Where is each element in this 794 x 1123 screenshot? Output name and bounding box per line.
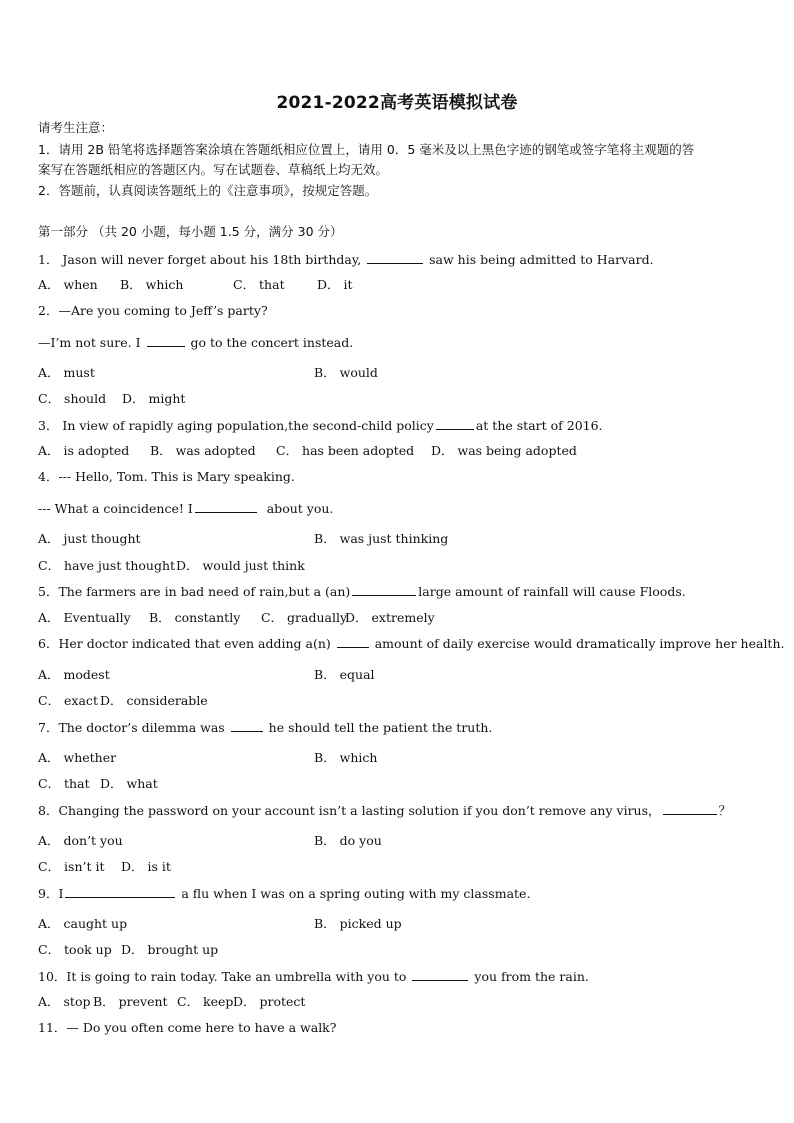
option-c: C． should — [38, 391, 107, 406]
option-c: C． gradually — [261, 610, 348, 625]
option-c: C． took up — [38, 942, 112, 957]
question-10-stem-b: you from the rain. — [470, 969, 589, 984]
question-2-reply — [38, 334, 353, 351]
option-a: A． when — [38, 277, 98, 292]
page-title: 2021-2022高考英语模拟试卷 — [276, 93, 518, 113]
option-d: D． might — [122, 391, 186, 406]
option-b: B． do you — [314, 833, 382, 848]
option-c: C． exact — [38, 693, 98, 708]
question-7-options-cd — [38, 776, 158, 792]
option-a: A． Eventually — [38, 610, 131, 625]
notice-line-2: 案写在答题纸相应的答题区内。写在试题卷、草稿纸上均无效。 — [38, 162, 389, 177]
option-b: B． prevent — [93, 994, 168, 1009]
answer-blank — [352, 583, 416, 596]
option-c: C． has been adopted — [276, 443, 415, 458]
section-heading: 第一部分 （共 20 小题，每小题 1.5 分，满分 30 分） — [38, 224, 343, 239]
option-a: A． caught up — [38, 916, 128, 931]
option-c: C． that — [233, 277, 285, 292]
option-a: A． stop — [38, 994, 91, 1009]
option-c: C． that — [38, 776, 90, 791]
question-4-reply-a: --- What a coincidence! I — [38, 501, 193, 516]
option-a: A． whether — [38, 750, 117, 765]
question-5-options — [38, 610, 435, 626]
answer-blank — [337, 635, 369, 648]
option-d: D． would just think — [176, 558, 305, 573]
question-9-stem-b: a flu when I was on a spring outing with my classmate. — [177, 886, 531, 901]
question-9-stem-a: 9．I — [38, 886, 64, 901]
answer-blank — [367, 251, 423, 264]
question-1-stem-b: saw his being admitted to Harvard. — [425, 252, 654, 267]
option-b: B． was adopted — [150, 443, 256, 458]
option-b: B． which — [120, 277, 184, 292]
option-d: D． brought up — [121, 942, 219, 957]
answer-blank — [147, 334, 185, 347]
question-4-reply — [38, 500, 333, 517]
option-d: D． extremely — [345, 610, 435, 625]
answer-blank — [65, 885, 175, 898]
question-10-stem-a: 10．It is going to rain today. Take an umbrella with you to — [38, 969, 411, 984]
option-d: D． it — [317, 277, 353, 292]
question-6-stem-b: amount of daily exercise would dramatically improve her health. — [370, 636, 785, 651]
question-2-options-cd — [38, 391, 185, 407]
question-8 — [38, 802, 731, 819]
option-b: B． which — [314, 750, 378, 765]
question-5-stem-b: large amount of rainfall will cause Floods. — [418, 584, 686, 599]
question-6-options-cd — [38, 693, 208, 709]
question-7-stem-b: he should tell the patient the truth. — [264, 720, 493, 735]
question-4-options-cd — [38, 558, 305, 574]
question-2-reply-b: go to the concert instead. — [186, 335, 354, 350]
question-4-reply-b: about you. — [266, 501, 334, 516]
option-d: D． protect — [233, 994, 306, 1009]
option-a: A． is adopted — [38, 443, 130, 458]
option-b: B． constantly — [149, 610, 241, 625]
question-11-stem: 11．— Do you often come here to have a walk? — [38, 1020, 337, 1035]
option-a: A． just thought — [38, 531, 141, 546]
option-a: A． must — [38, 365, 95, 380]
question-1 — [38, 251, 654, 268]
option-b: B． picked up — [314, 916, 402, 931]
question-5 — [38, 583, 686, 600]
question-3 — [38, 417, 603, 434]
question-7-stem-a: 7．The doctor’s dilemma was — [38, 720, 229, 735]
question-6 — [38, 635, 784, 652]
notice-line-3: 2．答题前，认真阅读答题纸上的《注意事项》，按规定答题。 — [38, 183, 378, 198]
notice-heading: 请考生注意： — [38, 120, 114, 135]
question-4-stem: 4．--- Hello, Tom. This is Mary speaking. — [38, 469, 295, 484]
question-6-stem-a: 6．Her doctor indicated that even adding a(n) — [38, 636, 335, 651]
question-1-stem-a: 1． Jason will never forget about his 18th birthday, — [38, 252, 366, 267]
option-a: A． modest — [38, 667, 110, 682]
option-d: D． what — [100, 776, 158, 791]
question-8-stem-b: ？ — [718, 803, 732, 818]
option-c: C． isn’t it — [38, 859, 105, 874]
question-3-options — [38, 443, 577, 459]
question-3-stem-b: at the start of 2016. — [475, 418, 603, 433]
notice-line-1: 1．请用 2B 铅笔将选择题答案涂填在答题纸相应位置上，请用 0．5 毫米及以上黑色字迹的钢笔或签字笔将主观题的答 — [38, 142, 695, 157]
option-a: A． don’t you — [38, 833, 123, 848]
option-b: B． was just thinking — [314, 531, 449, 546]
question-7 — [38, 719, 492, 736]
question-3-stem-a: 3． In view of rapidly aging population,the second-child policy — [38, 418, 434, 433]
question-9-options-cd — [38, 942, 218, 958]
option-d: D． is it — [121, 859, 171, 874]
option-d: D． considerable — [100, 693, 208, 708]
option-d: D． was being adopted — [431, 443, 577, 458]
option-c: C． have just thought — [38, 558, 176, 573]
option-b: B． would — [314, 365, 378, 380]
answer-blank — [436, 417, 474, 430]
option-c: C． keep — [177, 994, 234, 1009]
answer-blank — [231, 719, 263, 732]
question-1-options — [38, 277, 353, 293]
answer-blank — [195, 500, 257, 513]
option-b: B． equal — [314, 667, 375, 682]
question-5-stem-a: 5．The farmers are in bad need of rain,but a (an) — [38, 584, 351, 599]
answer-blank — [412, 968, 468, 981]
question-9 — [38, 885, 530, 902]
question-10-options — [38, 994, 305, 1010]
answer-blank — [663, 802, 717, 815]
question-10 — [38, 968, 589, 985]
question-8-stem-a: 8．Changing the password on your account isn’t a lasting solution if you don’t remove any virus， — [38, 803, 661, 818]
question-2-stem: 2．—Are you coming to Jeff’s party? — [38, 303, 268, 318]
question-2-reply-a: —I’m not sure. I — [38, 335, 145, 350]
question-8-options-cd — [38, 859, 171, 875]
